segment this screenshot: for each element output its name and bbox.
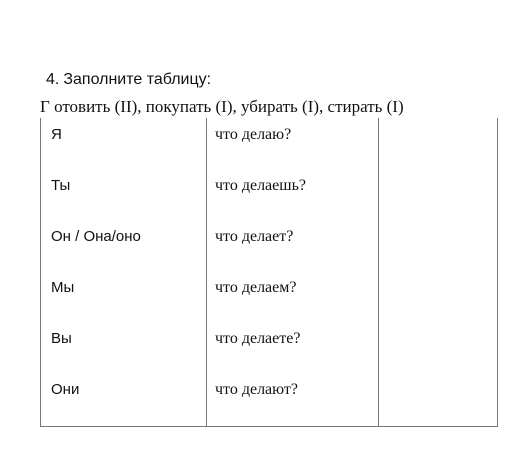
table-row-ya xyxy=(41,124,497,148)
question-cell: что делаешь? xyxy=(215,177,306,194)
answer-cell[interactable] xyxy=(387,277,487,299)
pronoun-cell: Он / Она/оно xyxy=(51,228,141,245)
question-cell: что делает? xyxy=(215,228,294,245)
answer-cell[interactable] xyxy=(387,175,487,197)
question-cell: что делаю? xyxy=(215,126,292,143)
answer-cell[interactable] xyxy=(387,328,487,350)
task-number: 4. xyxy=(46,71,60,88)
conjugation-table xyxy=(40,118,498,427)
pronoun-cell: Ты xyxy=(51,177,71,194)
answer-cell[interactable] xyxy=(387,226,487,248)
pronoun-cell: Мы xyxy=(51,279,75,296)
question-cell: что делаете? xyxy=(215,330,301,347)
pronoun-cell: Они xyxy=(51,381,80,398)
question-cell: что делают? xyxy=(215,381,298,398)
verbs-list: Г отовить (II), покупать (I), убирать (I), стирать (I) xyxy=(40,97,404,116)
answer-cell[interactable] xyxy=(387,379,487,401)
answer-cell[interactable] xyxy=(387,124,487,146)
task-title: Заполните таблицу: xyxy=(63,71,212,88)
question-cell: что делаем? xyxy=(215,279,297,296)
table-row-my xyxy=(41,277,497,301)
pronoun-cell: Вы xyxy=(51,330,72,347)
table-row-oni xyxy=(41,379,497,403)
table-row-ty xyxy=(41,175,497,199)
pronoun-cell: Я xyxy=(51,126,62,143)
table-row-vy xyxy=(41,328,497,352)
task-heading xyxy=(46,70,211,90)
table-row-on xyxy=(41,226,497,250)
